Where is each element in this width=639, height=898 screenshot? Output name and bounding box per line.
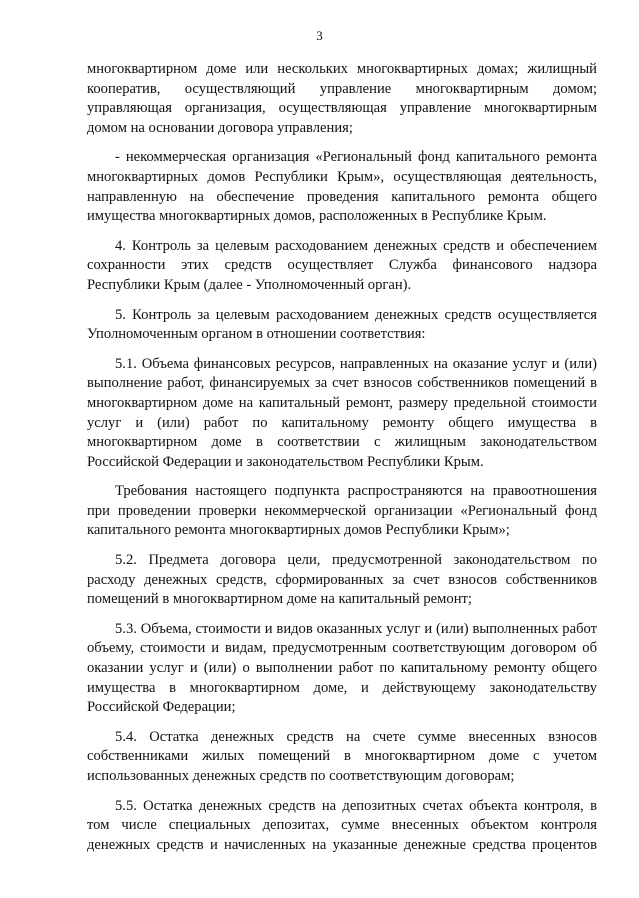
document-body xyxy=(87,60,597,855)
paragraph-5-2: 5.2. Предмета договора цели, предусмотренной законодательством по расходу денежных средств, сформированных за счет взносов собственников помещений в многоквартирном доме на капитальный ремонт; xyxy=(87,552,597,608)
page-number: 3 xyxy=(316,28,323,43)
paragraph-5: 5. Контроль за целевым расходованием денежных средств осуществляется Уполномоченным органом в отношении соответствия: xyxy=(87,306,597,343)
paragraph-continuation: многоквартирном доме или нескольких многоквартирных домах; жилищный кооператив, осуществляющий управление многоквартирным домом; управляющая организация, осуществляющая управление многоквартирным домом на основании договора управления; xyxy=(87,61,597,136)
paragraph-4: 4. Контроль за целевым расходованием денежных средств и обеспечением сохранности этих средств осуществляет Служба финансового надзора Республики Крым (далее - Уполномоченный орган). xyxy=(87,237,597,293)
paragraph-fund-item: - некоммерческая организация «Региональный фонд капитального ремонта многоквартирных домов Республики Крым», осуществляющая деятельность, направленную на обеспечение проведения капитального ремонта общего имущества многоквартирных домов, расположенных в Республике Крым. xyxy=(87,149,597,225)
paragraph-5-1: 5.1. Объема финансовых ресурсов, направленных на оказание услуг и (или) выполнение работ, финансируемых за счет взносов собственников помещений в многоквартирном доме на капитальный ремонт, размеру предельной стоимости услуг и (или) работ по капитальному ремонту общего имущества в многоквартирном доме в соответствии с жилищным законодательством Российской Федерации и законодательством Республики Крым. xyxy=(87,355,597,470)
paragraph-requirements: Требования настоящего подпункта распространяются на правоотношения при проведении проверки некоммерческой организации «Региональный фонд капитального ремонта многоквартирных домов Республики Крым»; xyxy=(87,483,597,539)
paragraph-5-4: 5.4. Остатка денежных средств на счете сумме внесенных взносов собственниками жилых помещений в многоквартирном доме с учетом использованных денежных средств по соответствующим договорам; xyxy=(87,728,597,784)
paragraph-5-5: 5.5. Остатка денежных средств на депозитных счетах объекта контроля, в том числе специальных депозитах, сумме внесенных объектом контроля денежных средств и начисленных на указанные денежные средства процентов xyxy=(87,797,597,853)
paragraph-5-3: 5.3. Объема, стоимости и видов оказанных услуг и (или) выполненных работ объему, стоимости и видам, предусмотренным соответствующим договором об оказании услуг и (или) о выполнении работ по капитальному ремонту общего имущества в многоквартирном доме, и действующему законодательству Российской Федерации; xyxy=(87,620,597,716)
